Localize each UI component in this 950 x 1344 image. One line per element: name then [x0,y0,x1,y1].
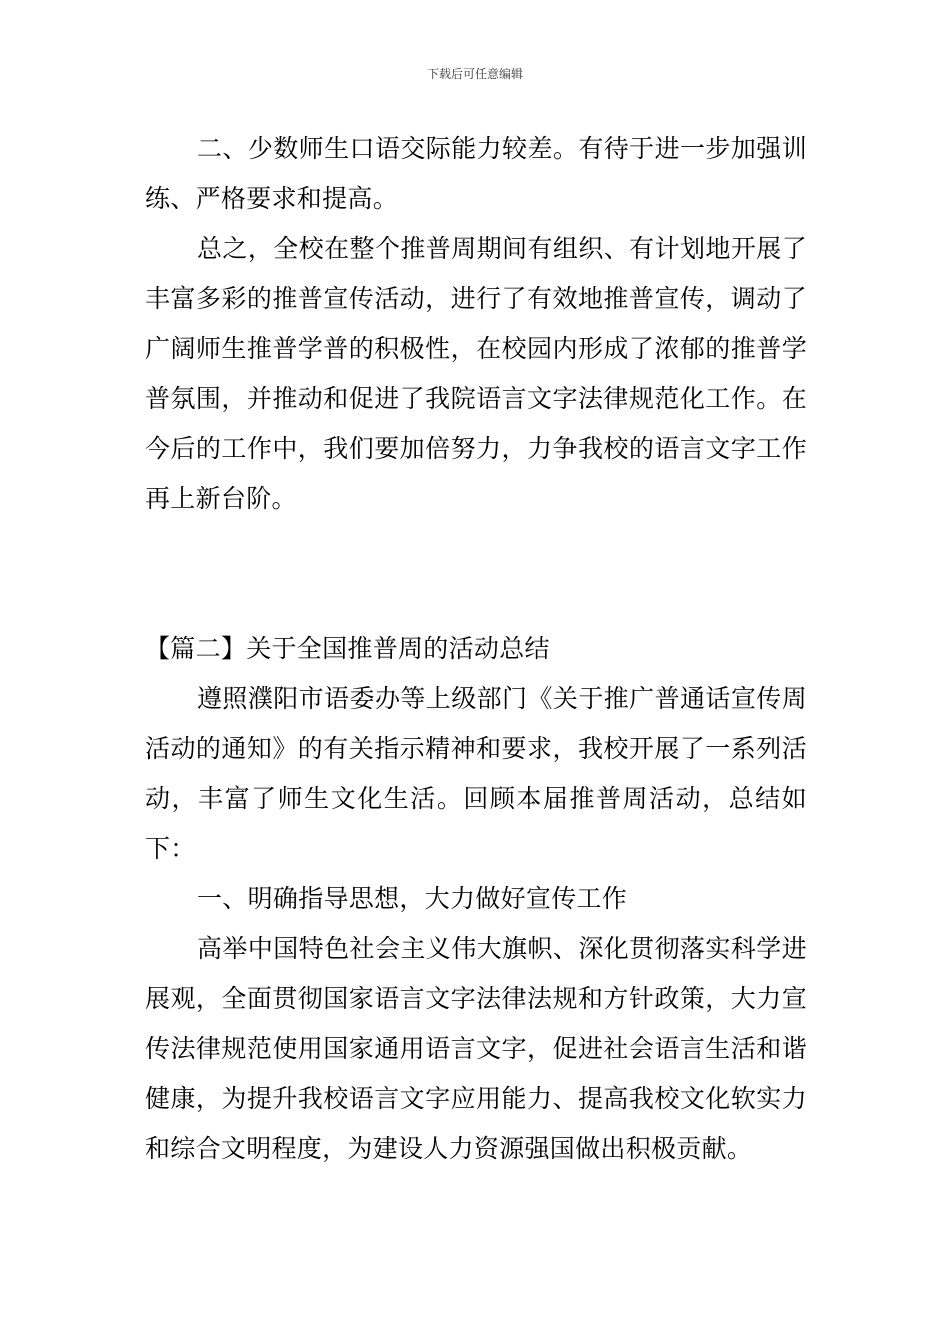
section-spacer [145,524,807,624]
paragraph-one: 高举中国特色社会主义伟大旗帜、深化贯彻落实科学进展观，全面贯彻国家语言文字法律法规和方针政策，大力宣传法律规范使用国家通用语言文字，促进社会语言生活和谐健康，为提升我校语言文字应用能力、提高我校文化软实力和综合文明程度，为建设人力资源强国做出积极贡献。 [145,934,807,1163]
section-heading: 【篇二】关于全国推普周的活动总结 [145,634,550,663]
page-header-note: 下载后可任意编辑 [426,67,523,81]
document-body [145,124,807,1174]
subheading-one: 一、明确指导思想，大力做好宣传工作 [197,884,628,913]
paragraph-intro: 遵照濮阳市语委办等上级部门《关于推广普通话宣传周活动的通知》的有关指示精神和要求，我校开展了一系列活动，丰富了师生文化生活。回顾本届推普周活动，总结如下： [145,684,807,863]
paragraph-conclusion: 总之，全校在整个推普周期间有组织、有计划地开展了丰富多彩的推普宣传活动，进行了有效地推普宣传，调动了广阔师生推普学普的积极性，在校园内形成了浓郁的推普学普氛围，并推动和促进了我院语言文字法律规范化工作。在今后的工作中，我们要加倍努力，力争我校的语言文字工作再上新台阶。 [145,234,807,513]
paragraph-point-two: 二、少数师生口语交际能力较差。有待于进一步加强训练、严格要求和提高。 [145,134,807,213]
